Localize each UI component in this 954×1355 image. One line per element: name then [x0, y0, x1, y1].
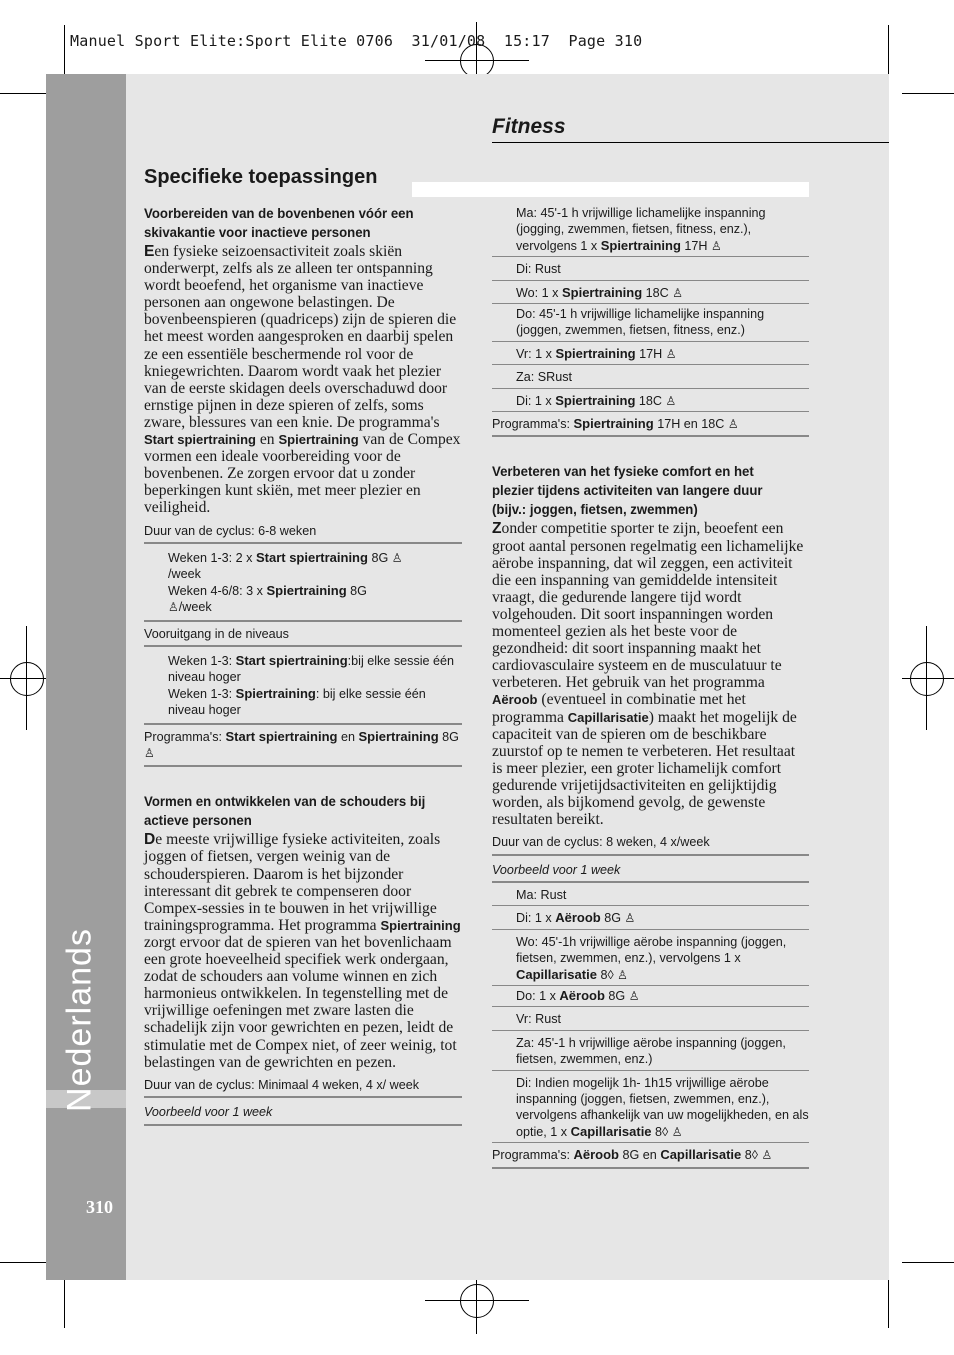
registration-line: [26, 626, 27, 730]
paragraph: [144, 243, 462, 517]
subheading: Verbeteren van het fysieke comfort en het plezier tijdens activiteiten van langere duur (bijv.: joggen, fietsen, zwemmen): [492, 464, 763, 519]
subheading: Vormen en ontwikkelen van de schouders bij actieve personen: [144, 794, 426, 830]
person-icon: ♙: [624, 911, 636, 926]
person-icon: ♙: [727, 417, 739, 432]
person-icon: ♙: [665, 393, 677, 408]
schedule-row: Di: 1 x Spiertraining 18C ♙: [492, 389, 809, 412]
crop-mark: [64, 1280, 65, 1328]
text: en fysieke seizoensactiviteit zoals skiën onderwerpt, zelfs als ze alleen ter ontspanning wordt beoefend, het organisme van inactieve personen aan ongewone belastingen. De bovenbeenspieren (quadriceps) zijn de spieren die het meest worden aangesproken en daarbij spelen ze een essentiële beschermende rol voor de kniegewrichten. Daarom wordt vaak het plezier van de eerste skidagen deels overschaduwd door ernstige pijnen in deze spieren of zelfs, soms zware, blessures van een knie. De programma's: [144, 243, 457, 431]
schedule-box: [144, 544, 462, 622]
schedule-row: Vr: Rust: [492, 1007, 809, 1030]
registration-line: [425, 60, 529, 61]
section-title: Fitness: [492, 115, 566, 138]
registration-mark-icon: [460, 1284, 494, 1318]
drop-cap: Z: [492, 520, 502, 538]
registration-line: [425, 1300, 529, 1301]
registration-line: [476, 1274, 477, 1334]
person-icon: ♙: [711, 238, 722, 253]
schedule-row: Di: Indien mogelijk 1h- 1h15 vrijwillige aërobe inspanning (joggen, fietsen, zwemmen, enz.), vervolgens afhankelijk van uw mogelijkheden, en als optie, 1 x Capillarisatie 8◊ ♙: [492, 1071, 809, 1144]
crop-mark: [0, 93, 52, 94]
registration-line: [902, 678, 954, 679]
crop-mark: [902, 93, 954, 94]
levels-line: Weken 1-3: Start spiertraining:bij elke sessie één niveau hoger: [168, 652, 455, 685]
drop-cap: E: [144, 243, 155, 260]
program-name: Start spiertraining: [144, 432, 256, 448]
registration-mark-icon: [910, 662, 944, 696]
schedule-row: Ma: 45'-1 h vrijwillige lichamelijke inspanning (jogging, zwemmen, fietsen, fitness, enz.), vervolgens 1 x Spiertraining 17H ♙: [492, 205, 809, 257]
person-icon: ♙: [168, 600, 179, 615]
text: van de Compex vormen een ideale voorbereiding voor de bovenbenen. Ze zorgen ervoor dat u zonder beperkingen kunt skiën, met meer plezier en veiligheid.: [144, 431, 461, 517]
crop-mark: [64, 25, 65, 75]
schedule-row: Wo: 45'-1h vrijwillige aërobe inspanning (joggen, fietsen, zwemmen, enz.), vervolgens 1 x Capillarisatie 8◊ ♙: [492, 930, 809, 986]
example-heading: Voorbeeld voor 1 week: [492, 856, 809, 883]
programs-line: Programma's: Start spiertraining en Spiertraining 8G ♙: [144, 725, 462, 768]
schedule-line: Weken 4-6/8: 3 x Spiertraining 8G ♙/week: [168, 582, 367, 615]
person-icon: ♙: [391, 550, 403, 565]
person-icon: ♙: [617, 967, 628, 982]
schedule-row: Wo: 1 x Spiertraining 18C ♙: [492, 281, 809, 304]
person-icon: ♙: [628, 989, 640, 1003]
cycle-duration: Duur van de cyclus: 8 weken, 4 x/week: [492, 828, 809, 855]
schedule-row: Do: 1 x Aëroob 8G ♙: [492, 986, 809, 1007]
page-title: Specifieke toepassingen: [144, 166, 378, 188]
person-icon: ♙: [665, 346, 677, 361]
sidebar-language-label: Nederlands: [60, 928, 99, 1112]
right-column: [492, 205, 809, 1169]
person-icon: ♙: [671, 1124, 683, 1139]
levels-line: Weken 1-3: Spiertraining: bij elke sessie één niveau hoger: [168, 685, 426, 718]
person-icon: ♙: [761, 1148, 773, 1163]
schedule-row: Do: 45'-1 h vrijwillige lichamelijke inspanning (joggen, zwemmen, fietsen, fitness, enz.): [492, 304, 809, 342]
schedule-line: Weken 1-3: 2 x Start spiertraining 8G ♙ /week: [168, 549, 403, 582]
person-icon: ♙: [672, 285, 684, 300]
title-band: [412, 182, 809, 197]
print-header: Manuel Sport Elite:Sport Elite 0706 31/01/08 15:17 Page 310: [70, 32, 643, 50]
page-number: 310: [86, 1197, 113, 1217]
schedule-row: Ma: Rust: [492, 883, 809, 906]
registration-line: [476, 22, 477, 82]
crop-mark: [888, 1280, 889, 1328]
crop-mark: [0, 1262, 52, 1263]
schedule-row: Vr: 1 x Spiertraining 17H ♙: [492, 342, 809, 365]
crop-mark: [888, 25, 889, 75]
schedule-row: Di: Rust: [492, 257, 809, 280]
crop-mark: [902, 1262, 954, 1263]
text: Duur van de cyclus: 6-8 weken: [144, 523, 317, 538]
cycle-duration: [144, 517, 462, 544]
schedule-row: Za: 45'-1 h vrijwillige aërobe inspanning (joggen, fietsen, zwemmen, enz.): [492, 1031, 809, 1071]
example-heading: Voorbeeld voor 1 week: [144, 1098, 462, 1125]
registration-line: [926, 626, 927, 730]
levels-heading: Vooruitgang in de niveaus: [144, 622, 462, 647]
programs-line: Programma's: Aëroob 8G en Capillarisatie 8◊ ♙: [492, 1143, 809, 1168]
drop-cap: D: [144, 831, 156, 849]
levels-box: [144, 647, 462, 725]
section-rule: [492, 142, 889, 143]
left-column: [144, 205, 462, 1126]
schedule-row: Za: SRust: [492, 365, 809, 388]
text: en: [259, 431, 275, 449]
paragraph: Zonder competitie sporter te zijn, beoefent een groot aantal personen regelmatig een lichamelijke aërobe inspanning, dat wil zeggen, een activiteit die een inspanning van gemiddelde intensiteit vraagt, die gedurende langere tijd wordt volgehouden. Dit soort inspanningen worden momenteel gezien als het beste voor de gezondheid: dit soort inspanning maakt het cardiovasculaire systeem en de musculatuur te verbeteren. Het gebruik van het programma Aëroob (eventueel in combinatie met het programma Capillarisatie) maakt het mogelijk de capaciteit van de spieren om de beschikbare zuurstof op te nemen te verbeteren. Het resultaat is meer plezier, een groter lichamelijk comfort gedurende vrijetijdsactiviteiten en gelijktijdig worden, als bijkomend gevolg, de gewenste resultaten bereikt.: [492, 520, 804, 829]
person-icon: ♙: [144, 745, 155, 760]
subheading: Voorbereiden van de bovenbenen vóór een skivakantie voor inactieve personen: [144, 206, 414, 241]
registration-mark-icon: [10, 662, 44, 696]
programs-line: Programma's: Spiertraining 17H en 18C ♙: [492, 412, 809, 437]
paragraph: De meeste vrijwillige fysieke activiteiten, zoals joggen of fietsen, vergen weinig van de schouderspieren. Daarom is het bijzonder interessant dit gebrek te compenseren door Compex-sessies in te bouwen in het vrijwillige trainingsprogramma. Het programma Spiertraining zorgt ervoor dat de spieren van het bovenlichaam een grote hoeveelheid specifiek werk ondergaan, zodat de schouders aan volume winnen en zich harmonieus ontwikkelen. In tegenstelling met de vrijwillige oefeningen met zware lasten die schadelijk zijn voor gewrichten en pezen, leidt de stimulatie met de Compex niet, of zeer weinig, tot belastingen van de gewrichten en pezen.: [144, 831, 461, 1071]
cycle-duration: Duur van de cyclus: Minimaal 4 weken, 4 x/ week: [144, 1071, 462, 1098]
schedule-row: Di: 1 x Aëroob 8G ♙: [492, 906, 809, 929]
program-name: Spiertraining: [278, 432, 359, 448]
